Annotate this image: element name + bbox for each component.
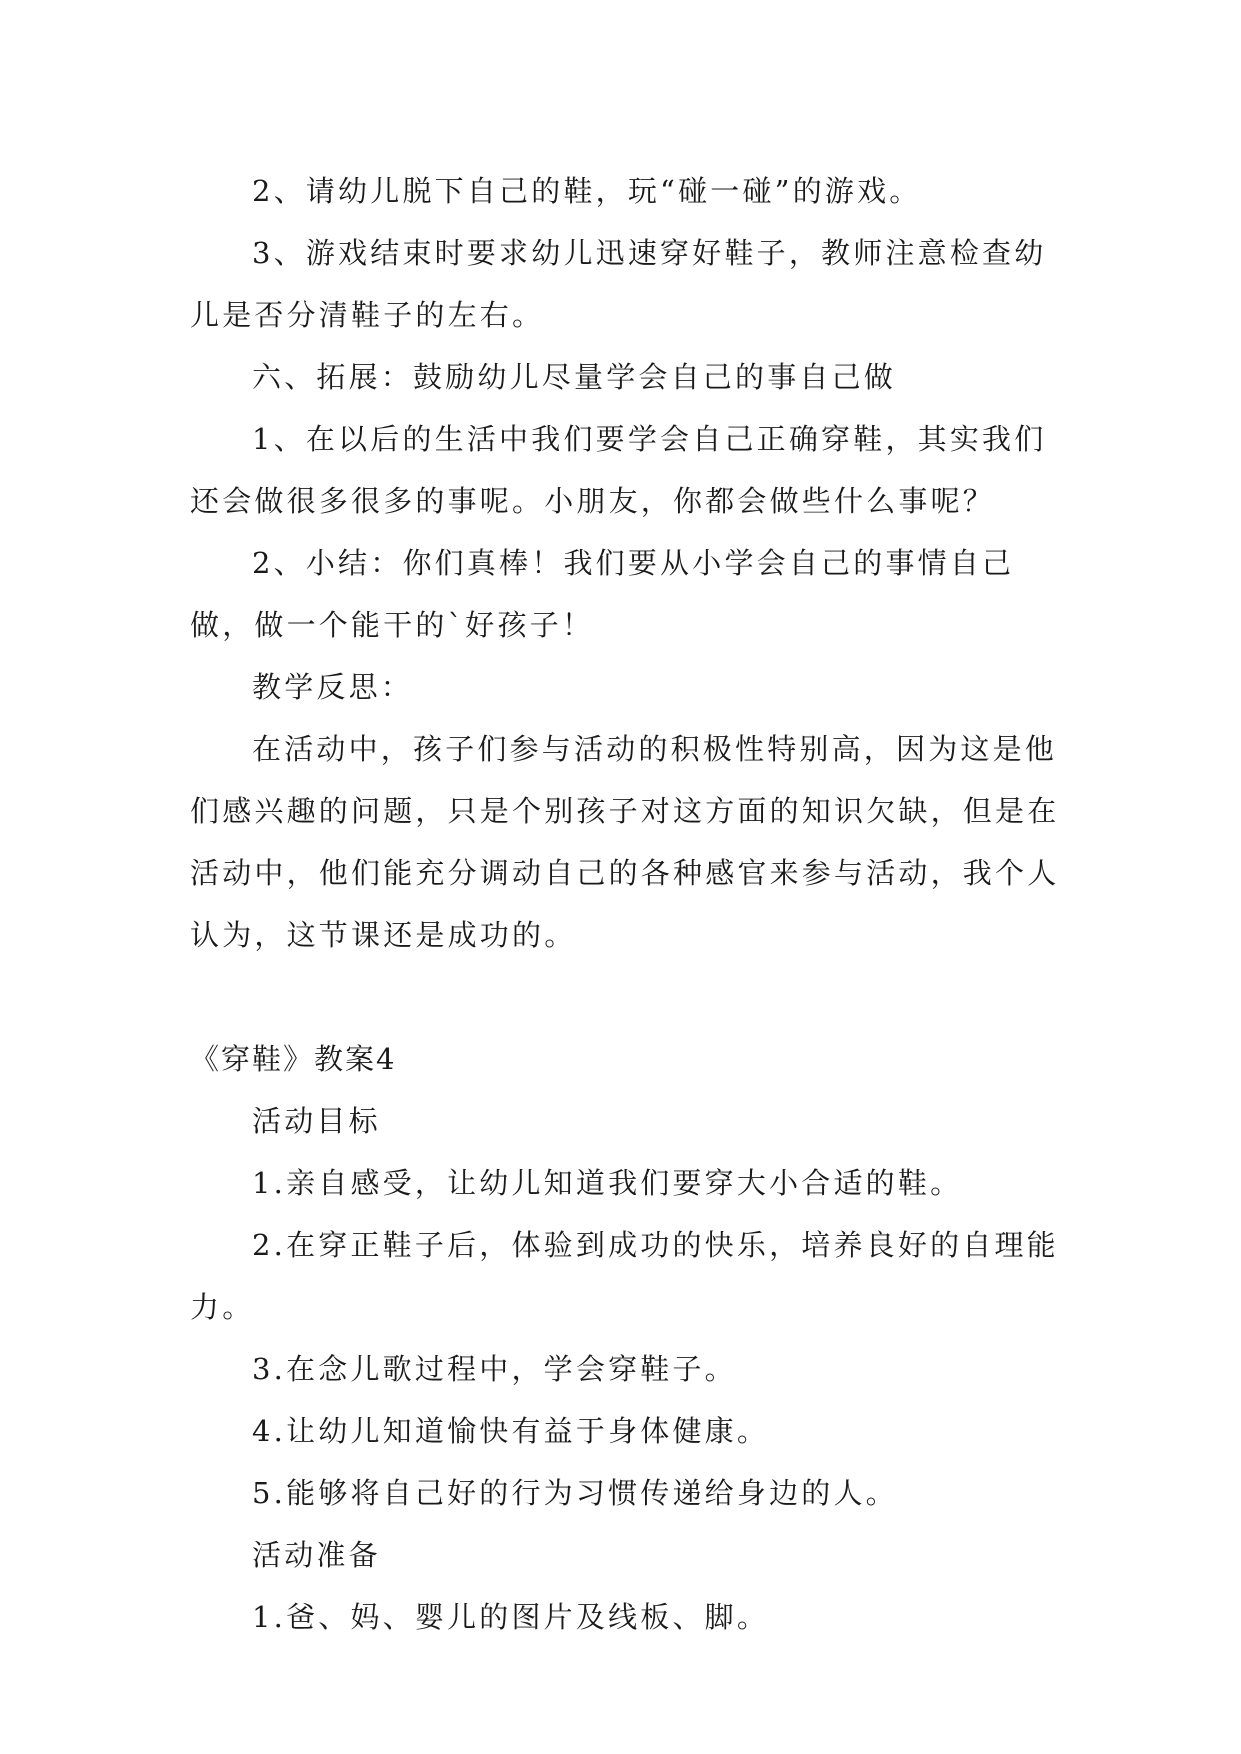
paragraph: 活动准备 <box>252 1538 381 1572</box>
paragraph: 4.让幼儿知道愉快有益于身体健康。 <box>252 1414 770 1448</box>
paragraph: 3、游戏结束时要求幼儿迅速穿好鞋子，教师注意检查幼儿是否分清鞋子的左右。 <box>190 236 1047 332</box>
paragraph: 1.爸、妈、婴儿的图片及线板、脚。 <box>252 1600 770 1634</box>
section-gap <box>190 966 1060 1028</box>
paragraph: 5.能够将自己好的行为习惯传递给身边的人。 <box>252 1476 898 1510</box>
paragraph: 2、请幼儿脱下自己的鞋，玩“碰一碰”的游戏。 <box>252 174 922 208</box>
paragraph: 2.在穿正鞋子后，体验到成功的快乐，培养良好的自理能力。 <box>190 1228 1059 1324</box>
paragraph: 活动目标 <box>252 1104 381 1138</box>
paragraph: 1.亲自感受，让幼儿知道我们要穿大小合适的鞋。 <box>252 1166 963 1200</box>
paragraph: 六、拓展：鼓励幼儿尽量学会自己的事自己做 <box>252 360 897 394</box>
section-title: 《穿鞋》教案4 <box>190 1042 397 1076</box>
paragraph: 2、小结：你们真棒！我们要从小学会自己的事情自己做，做一个能干的`好孩子！ <box>190 546 1015 642</box>
paragraph: 3.在念儿歌过程中，学会穿鞋子。 <box>252 1352 737 1386</box>
document-body <box>190 160 1060 1648</box>
paragraph: 在活动中，孩子们参与活动的积极性特别高，因为这是他们感兴趣的问题，只是个别孩子对这方面的知识欠缺，但是在活动中，他们能充分调动自己的各种感官来参与活动，我个人认为，这节课还是成功的。 <box>190 732 1060 952</box>
paragraph: 1、在以后的生活中我们要学会自己正确穿鞋，其实我们还会做很多很多的事呢。小朋友，你都会做些什么事呢？ <box>190 422 1047 518</box>
paragraph: 教学反思： <box>252 670 414 704</box>
